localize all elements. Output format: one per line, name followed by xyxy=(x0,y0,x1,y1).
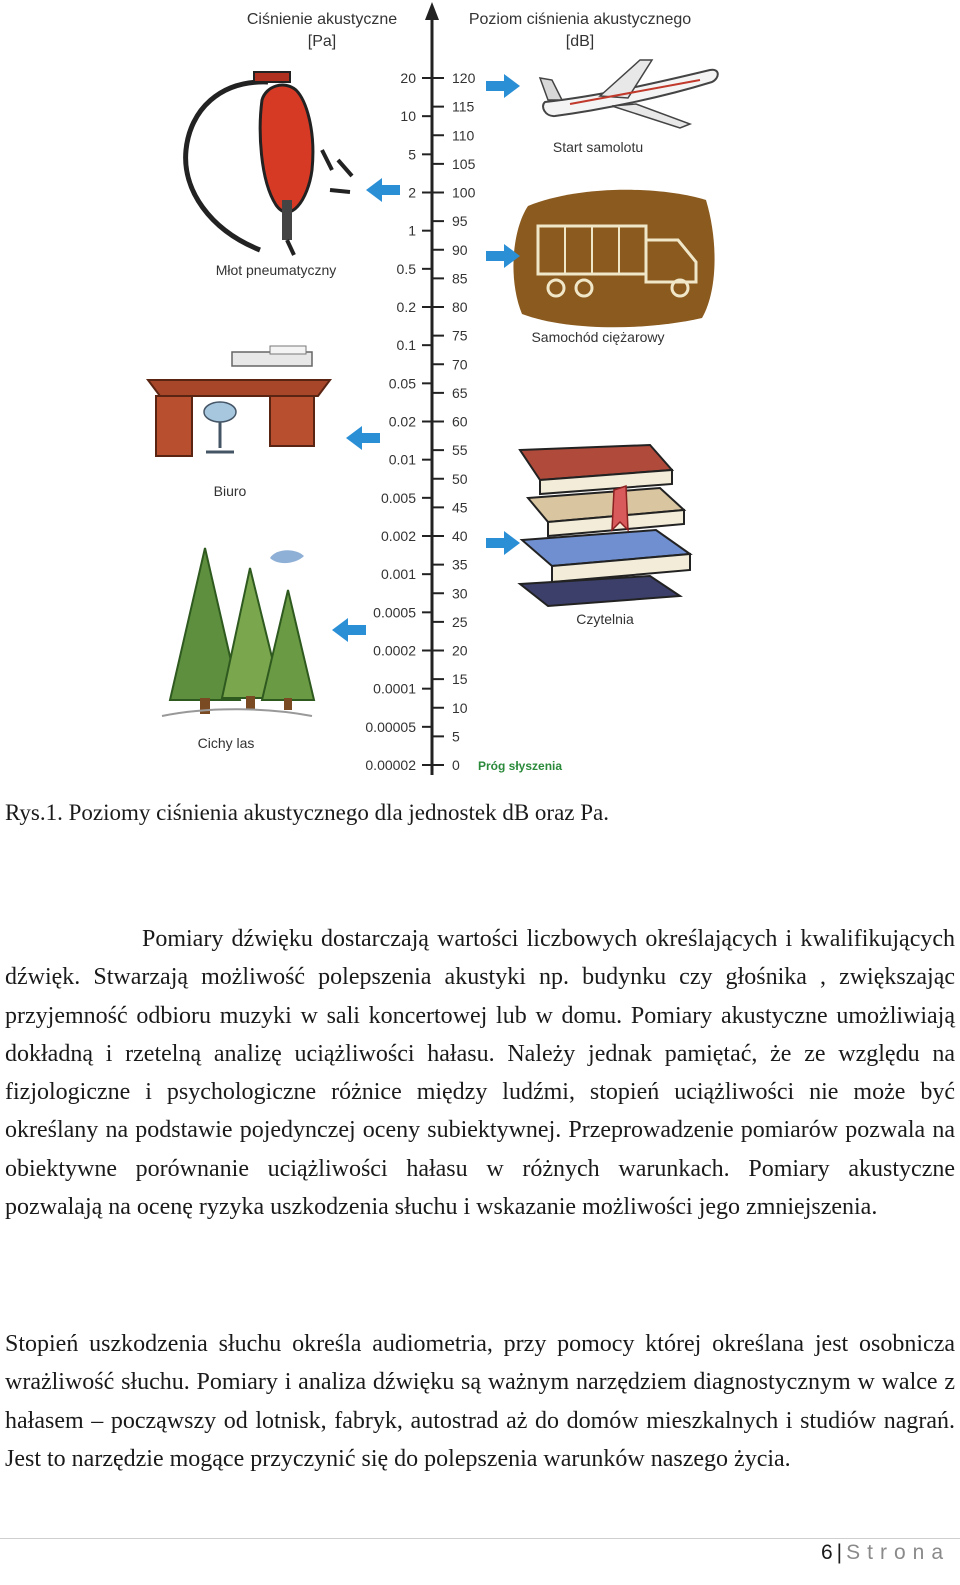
db-tick-label: 90 xyxy=(452,241,468,258)
pa-tick-label: 1 xyxy=(408,222,416,239)
arrow-left-icon xyxy=(332,618,366,642)
footer-separator: | xyxy=(836,1541,843,1564)
pa-tick-label: 10 xyxy=(400,108,416,125)
right-axis-title-line1: Poziom ciśnienia akustycznego xyxy=(468,11,692,28)
db-tick-label: 80 xyxy=(452,299,468,315)
pa-tick-label: 0.002 xyxy=(380,528,416,544)
db-tick-label: 85 xyxy=(452,270,468,287)
office-desk-icon xyxy=(148,346,330,456)
db-tick-label: 0 xyxy=(452,757,460,773)
db-tick-label: 50 xyxy=(452,470,468,487)
hammer-label: Młot pneumatyczny xyxy=(215,262,337,278)
truck-icon xyxy=(513,190,714,327)
db-tick-label: 95 xyxy=(452,213,468,230)
pa-tick-label: 0.005 xyxy=(380,489,416,506)
footer-divider xyxy=(0,1538,960,1539)
footer-word: Strona xyxy=(846,1541,950,1564)
db-tick-label: 105 xyxy=(452,155,476,172)
pa-tick-label: 20 xyxy=(400,70,416,86)
forest-icon xyxy=(162,548,314,716)
pa-tick-label: 5 xyxy=(408,146,416,163)
airplane-icon xyxy=(540,60,718,128)
pa-tick-label: 2 xyxy=(408,184,416,201)
threshold-label: Próg słyszenia xyxy=(478,759,563,773)
right-axis-title-line2: [dB] xyxy=(565,33,595,50)
arrow-left-icon xyxy=(366,178,400,202)
db-tick-label: 110 xyxy=(452,127,475,144)
tick-layer xyxy=(365,70,475,773)
pa-tick-label: 0.0001 xyxy=(373,680,416,697)
books-icon xyxy=(520,445,690,606)
jackhammer-icon xyxy=(186,72,352,255)
pa-tick-label: 0.0002 xyxy=(373,642,416,659)
figure-caption: Rys.1. Poziomy ciśnienia akustycznego dla jednostek dB oraz Pa. xyxy=(5,800,609,825)
db-tick-label: 60 xyxy=(452,413,468,430)
db-tick-label: 75 xyxy=(452,327,468,344)
db-tick-label: 15 xyxy=(452,671,468,688)
db-tick-label: 100 xyxy=(452,184,476,201)
pa-tick-label: 0.1 xyxy=(396,337,416,354)
db-tick-label: 30 xyxy=(452,585,468,602)
db-tick-label: 115 xyxy=(452,98,475,115)
db-tick-label: 65 xyxy=(452,384,468,401)
db-tick-label: 40 xyxy=(452,528,468,544)
db-tick-label: 45 xyxy=(452,499,468,516)
pa-tick-label: 0.00005 xyxy=(365,718,416,735)
db-tick-label: 35 xyxy=(452,556,468,573)
arrow-layer xyxy=(332,74,520,642)
left-axis-title-line1: Ciśnienie akustyczne xyxy=(246,11,398,28)
arrow-right-icon xyxy=(486,74,520,98)
pa-tick-label: 0.00002 xyxy=(365,757,416,773)
pa-tick-label: 0.2 xyxy=(396,299,416,315)
db-tick-label: 5 xyxy=(452,728,460,745)
db-tick-label: 25 xyxy=(452,613,468,630)
paragraph-2: Stopień uszkodzenia słuchu określa audiometria, przy pomocy której określana jest osobnicza wrażliwość słuchu. Pomiary i analiza dźwięku są ważnym narzędziem diagnostycznym w walce z hałasem – począwszy od lotnisk, fabryk, autostrad aż do domów mieszkalnych i studiów nagrań. Jest to narzędzie mogące przyczynić się do polepszenia warunków naszego życia. xyxy=(5,1331,955,1472)
pa-tick-label: 0.5 xyxy=(396,260,416,277)
arrow-right-icon xyxy=(486,531,520,555)
left-axis-title-line2: [Pa] xyxy=(307,33,337,50)
db-tick-label: 120 xyxy=(452,70,476,86)
pa-tick-label: 0.05 xyxy=(388,375,416,392)
db-tick-label: 55 xyxy=(452,442,468,459)
pa-tick-label: 0.0005 xyxy=(373,604,416,621)
paragraph-1-text: Pomiary dźwięku dostarczają wartości liczbowych określających i kwalifikujących dźwięk. Stwarzają możliwość polepszenia akustyki np. budynku czy głośnika , zwiększając przyjemność odbioru muzyki w sali koncertowej lub w domu. Pomiary akustyczne umożliwiają dokładną i rzetelną analizę uciążliwości hałasu. Należy jednak pamiętać, że ze względu na fizjologiczne i psychologiczne różnice między ludźmi, stopień uciążliwości nie może być określany na podstawie pojedynczej oceny subiektywnej. Przeprowadzenie pomiarów pozwala na obiektywne porównanie uciążliwości hałasu w różnych warunkach. Pomiary akustyczne pozwalają na ocenę ryzyka uszkodzenia słuchu i wskazanie możliwości jego zmniejszenia. xyxy=(5,926,955,1221)
paragraph-1 xyxy=(5,920,955,1226)
db-tick-label: 10 xyxy=(452,699,468,716)
pa-tick-label: 0.02 xyxy=(388,413,416,430)
arrow-left-icon xyxy=(346,426,380,450)
db-tick-label: 70 xyxy=(452,356,468,373)
page-number: 6 xyxy=(820,1541,833,1564)
page-footer xyxy=(821,1541,950,1565)
forest-label: Cichy las xyxy=(197,735,255,751)
truck-label: Samochód ciężarowy xyxy=(531,329,665,345)
db-tick-label: 20 xyxy=(452,642,468,659)
axis-arrow-head xyxy=(425,2,439,20)
office-label: Biuro xyxy=(213,483,247,499)
pa-tick-label: 0.001 xyxy=(380,566,416,583)
pa-tick-label: 0.01 xyxy=(388,451,416,468)
plane-label: Start samolotu xyxy=(552,139,644,155)
reading-room-label: Czytelnia xyxy=(576,611,634,627)
sound-pressure-figure xyxy=(0,0,960,790)
